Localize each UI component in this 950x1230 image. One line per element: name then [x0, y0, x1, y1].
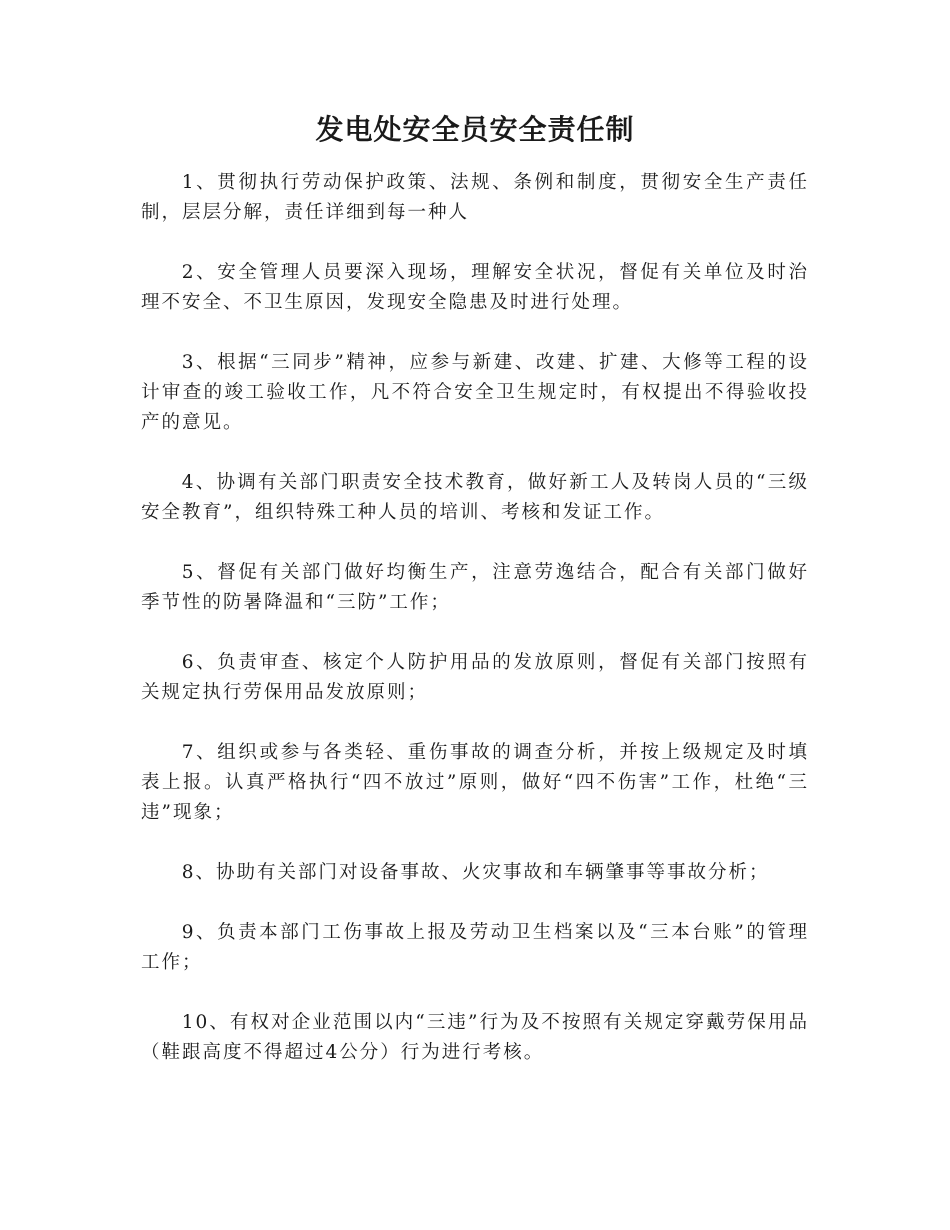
paragraph-4: 4、协调有关部门职责安全技术教育，做好新工人及转岗人员的“三级安全教育”，组织特殊工种人员的培训、考核和发证工作。	[141, 472, 809, 523]
paragraph-3: 3、根据“三同步”精神，应参与新建、改建、扩建、大修等工程的设计审查的竣工验收工作，凡不符合安全卫生规定时，有权提出不得验收投产的意见。	[141, 352, 809, 433]
paragraph-2: 2、安全管理人员要深入现场，理解安全状况，督促有关单位及时治理不安全、不卫生原因，发现安全隐患及时进行处理。	[141, 262, 809, 313]
document-title: 发电处安全员安全责任制	[315, 113, 635, 146]
paragraph-7: 7、组织或参与各类轻、重伤事故的调查分析，并按上级规定及时填表上报。认真严格执行“四不放过”原则，做好“四不伤害”工作，杜绝“三违”现象；	[141, 742, 809, 823]
paragraph-5: 5、督促有关部门做好均衡生产，注意劳逸结合，配合有关部门做好季节性的防暑降温和“三防”工作；	[141, 562, 809, 613]
paragraph-9: 9、负责本部门工伤事故上报及劳动卫生档案以及“三本台账”的管理工作；	[141, 922, 809, 973]
document-body	[141, 168, 809, 1098]
paragraph-1: 1、贯彻执行劳动保护政策、法规、条例和制度，贯彻安全生产责任制，层层分解，责任详细到每一种人	[141, 172, 809, 223]
paragraph-8: 8、协助有关部门对设备事故、火灾事故和车辆肇事等事故分析；	[181, 862, 770, 883]
paragraph-6: 6、负责审查、核定个人防护用品的发放原则，督促有关部门按照有关规定执行劳保用品发放原则；	[141, 652, 809, 703]
paragraph-10: 10、有权对企业范围以内“三违”行为及不按照有关规定穿戴劳保用品（鞋跟高度不得超过4公分）行为进行考核。	[141, 1012, 809, 1063]
